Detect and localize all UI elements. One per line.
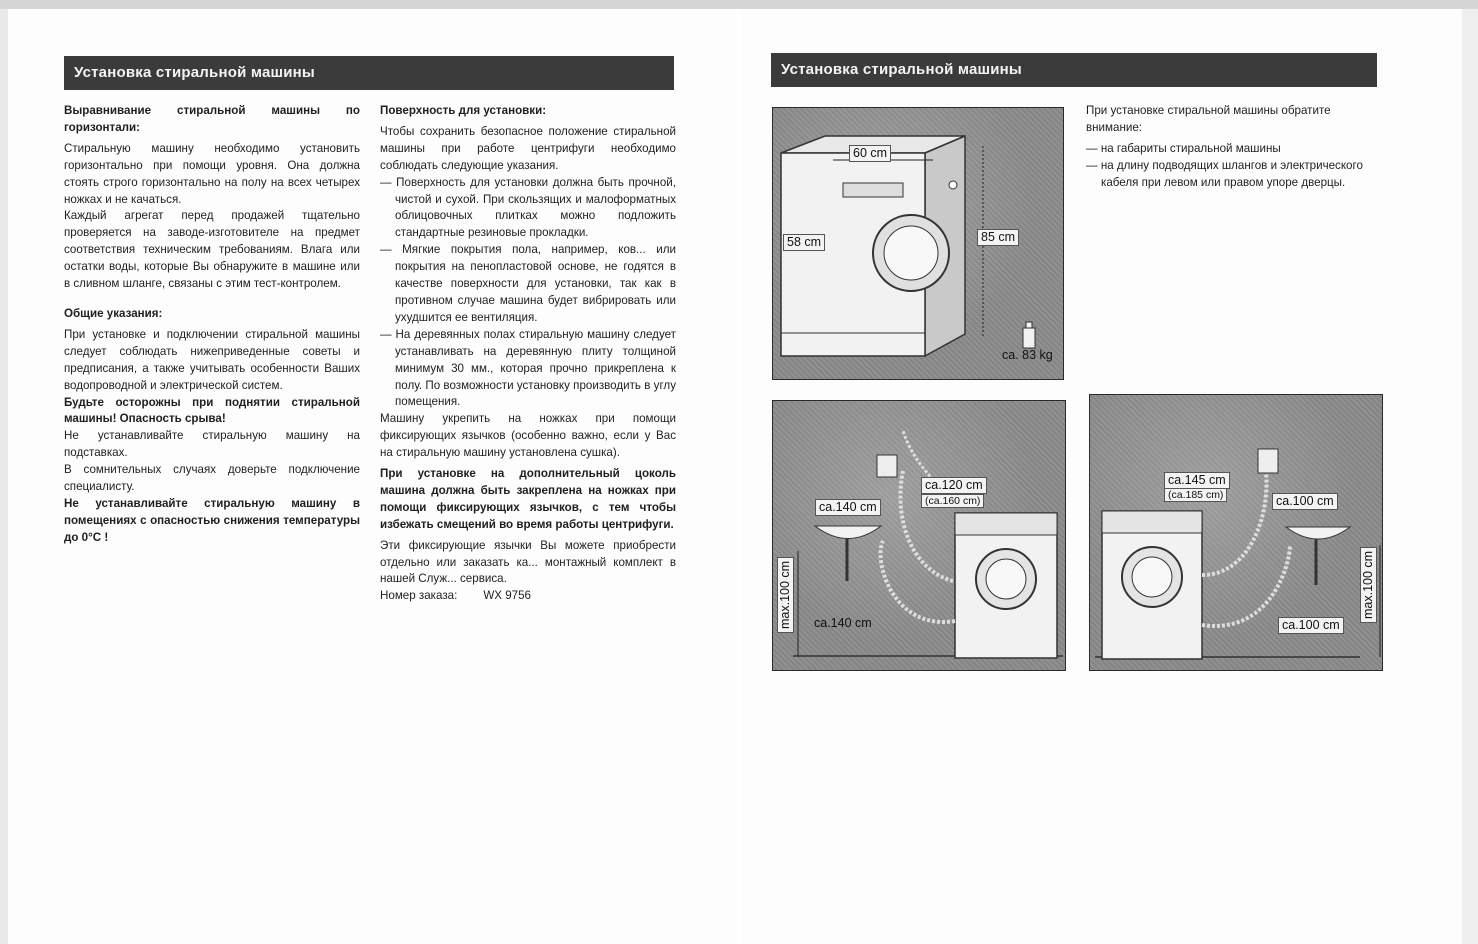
paragraph: Стиральную машину необходимо установить горизонтально при помощи уровня. Она должна стоять строго горизонтально на полу на всех четырех ножках и не качаться. xyxy=(64,141,360,206)
heading-general: Общие указания: xyxy=(64,306,163,320)
paragraph: Не устанавливайте стиральную машину на подставках. xyxy=(64,429,360,460)
paragraph: Каждый агрегат перед продажей тщательно проверяется на заводе-изготовителе на предмет соответствия техническим требованиям. Влага или остатки воды, которые Вы обнаружите в машине или в сливном шланге, связаны с этим тест-контролем. xyxy=(64,209,360,291)
max-height-label: max.100 cm xyxy=(1360,547,1377,623)
inlet-length-alt-label: (ca.160 cm) xyxy=(921,494,984,508)
left-page xyxy=(8,9,736,944)
heading-leveling: Выравнивание стиральной машины по горизонтали: xyxy=(64,104,360,134)
text-column-2 xyxy=(380,103,676,605)
paragraph: В сомнительных случаях доверьте подключение специалисту. xyxy=(64,463,360,494)
note-item: — на габариты стиральной машины xyxy=(1086,142,1281,155)
depth-label: 58 cm xyxy=(783,234,825,251)
drain-length-label: ca.140 cm xyxy=(815,499,881,516)
list-item: — На деревянных полах стиральную машину следует устанавливать на деревянную плиту толщиной минимум 30 мм., которая прочно прикреплена к полу. По возможности установку производить в углу помещения. xyxy=(380,327,676,409)
max-height-label: max.100 cm xyxy=(777,557,794,633)
paragraph: При установке и подключении стиральной машины следует соблюдать нижеприведенные советы и предписания, а также учитывать особенности Ваших водопроводной и электрической систем. xyxy=(64,327,360,392)
order-value: WX 9756 xyxy=(483,589,532,603)
note-item: — на длину подводящих шлангов и электрического кабеля при левом или правом упоре дверцы. xyxy=(1086,159,1363,189)
cable-length-label: ca.140 cm xyxy=(814,616,872,630)
heading-surface: Поверхность для установки: xyxy=(380,104,547,117)
drain-length-label: ca.100 cm xyxy=(1272,493,1338,510)
warning-temperature: Не устанавливайте стиральную машину в помещениях с опасностью снижения температуры до 0°С ! xyxy=(64,496,360,544)
left-edge xyxy=(0,9,8,944)
order-number xyxy=(380,588,676,605)
inlet-length-alt-label: (ca.185 cm) xyxy=(1164,488,1227,502)
section-banner: Установка стиральной машины xyxy=(771,53,1377,87)
section-banner: Установка стиральной машины xyxy=(64,56,674,90)
note-intro: При установке стиральной машины обратите внимание: xyxy=(1086,104,1331,134)
top-bar xyxy=(0,0,1478,9)
bold-note-base: При установке на дополнительный цоколь машина должна быть закреплена на ножках при помощи фиксирующих язычков, с тем чтобы избежать смещений во время работы центрифуги. xyxy=(380,467,676,531)
weight-label: ca. 83 kg xyxy=(1002,348,1053,362)
width-label: 60 cm xyxy=(849,145,891,162)
right-page xyxy=(742,9,1462,944)
paragraph: Машину укрепить на ножках при помощи фиксирующих язычков (особенно важно, если у Вас на стиральную машину установлена сушка). xyxy=(380,412,676,460)
inlet-length-label: ca.145 cm xyxy=(1164,472,1230,489)
dimensions-figure xyxy=(772,107,1064,380)
text-column-1 xyxy=(64,103,360,547)
connection-figure-left xyxy=(772,400,1066,671)
inlet-length-label: ca.120 cm xyxy=(921,477,987,494)
list-item: — Поверхность для установки должна быть прочной, чистой и сухой. При скользящих и малоформатных облицовочных плитках можно подложить стандартные резиновые прокладки. xyxy=(380,175,676,240)
right-edge xyxy=(1462,9,1478,944)
cable-length-label: ca.100 cm xyxy=(1278,617,1344,634)
installation-note xyxy=(1086,102,1382,191)
paragraph: Эти фиксирующие язычки Вы можете приобрести отдельно или заказать ка... монтажный комплект в нашей Служ... сервиса. xyxy=(380,538,676,586)
list-item: — Мягкие покрытия пола, например, ков... или покрытия на пенопластовой основе, не годятся в качестве поверхности для установки, так как в противном случае машина будет вибрировать или ухудшится ее вентиляция. xyxy=(380,243,676,324)
order-label: Номер заказа: xyxy=(380,589,458,603)
height-label: 85 cm xyxy=(977,229,1019,246)
connection-figure-right xyxy=(1089,394,1383,671)
warning-lifting: Будьте осторожны при поднятии стиральной машины! Опасность срыва! xyxy=(64,395,360,426)
paragraph: Чтобы сохранить безопасное положение стиральной машины при работе центрифуги необходимо соблюдать следующие указания. xyxy=(380,124,676,172)
